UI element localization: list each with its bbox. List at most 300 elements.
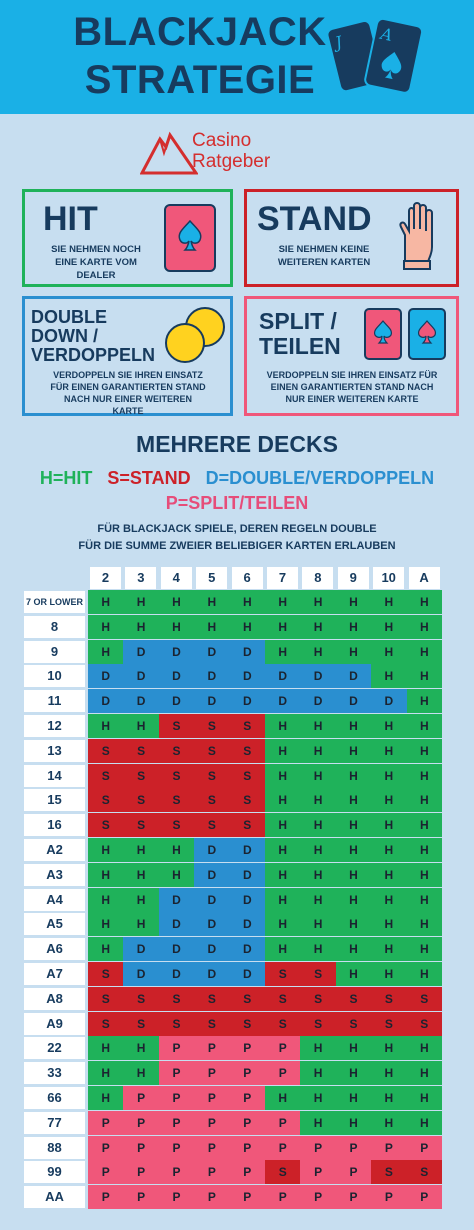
- strategy-cell: S: [407, 987, 442, 1011]
- strategy-cell: H: [159, 863, 194, 887]
- double-title-line: VERDOPPELN: [31, 345, 156, 365]
- strategy-cell: H: [336, 590, 371, 614]
- note-line: FÜR BLACKJACK SPIELE, DEREN REGELN DOUBLE: [97, 523, 377, 535]
- legend-double: D=DOUBLE/VERDOPPELN: [205, 468, 435, 488]
- hit-description: [31, 243, 161, 282]
- strategy-cell: D: [230, 912, 265, 936]
- strategy-cell: H: [300, 813, 335, 837]
- strategy-cell: H: [336, 1036, 371, 1060]
- strategy-cell: H: [265, 788, 300, 812]
- strategy-cell: D: [194, 838, 229, 862]
- strategy-cell: S: [407, 1012, 442, 1036]
- strategy-cell: P: [88, 1185, 123, 1209]
- strategy-cell: H: [265, 863, 300, 887]
- strategy-cell: S: [194, 714, 229, 738]
- dealer-card-header: 7: [267, 567, 298, 589]
- player-hand-label: 22: [24, 1037, 85, 1059]
- strategy-cell: H: [371, 863, 406, 887]
- strategy-cell: P: [194, 1036, 229, 1060]
- strategy-cell: H: [159, 590, 194, 614]
- coins-icon: [163, 305, 227, 365]
- strategy-cell: S: [230, 739, 265, 763]
- dealer-card-header: 10: [373, 567, 404, 589]
- player-hand-label: A6: [24, 938, 85, 960]
- strategy-cell: H: [407, 664, 442, 688]
- strategy-cell: H: [407, 739, 442, 763]
- double-desc-line: FÜR EINEN GARANTIERTEN STAND: [50, 382, 206, 392]
- strategy-cell: D: [194, 912, 229, 936]
- strategy-cell: D: [88, 664, 123, 688]
- strategy-cell: H: [265, 739, 300, 763]
- strategy-cell: H: [300, 1086, 335, 1110]
- hit-desc-line: SIE NEHMEN NOCH: [51, 244, 141, 255]
- split-box: [244, 296, 459, 416]
- strategy-cell: D: [230, 962, 265, 986]
- strategy-cell: P: [194, 1185, 229, 1209]
- strategy-cell: P: [230, 1036, 265, 1060]
- strategy-cell: S: [123, 739, 158, 763]
- strategy-cell: P: [88, 1160, 123, 1184]
- strategy-cell: H: [336, 739, 371, 763]
- strategy-cell: P: [265, 1036, 300, 1060]
- stand-title: STAND: [257, 200, 372, 238]
- strategy-cell: H: [300, 764, 335, 788]
- strategy-cell: H: [300, 1036, 335, 1060]
- strategy-cell: S: [159, 1012, 194, 1036]
- strategy-cell: H: [371, 912, 406, 936]
- strategy-cell: H: [371, 788, 406, 812]
- legend-hit: H=HIT: [39, 468, 93, 488]
- strategy-cell: H: [407, 937, 442, 961]
- player-hand-label: 14: [24, 765, 85, 787]
- split-title: [259, 309, 341, 359]
- dealer-card-header: 5: [196, 567, 227, 589]
- strategy-cell: D: [123, 962, 158, 986]
- strategy-cell: H: [88, 912, 123, 936]
- logo-line-1: Casino: [192, 130, 252, 151]
- player-hand-label: A5: [24, 913, 85, 935]
- strategy-cell: H: [371, 1036, 406, 1060]
- strategy-cell: P: [336, 1136, 371, 1160]
- strategy-cell: S: [300, 987, 335, 1011]
- strategy-cell: H: [407, 788, 442, 812]
- split-desc-line: NUR EINER WEITEREN KARTE: [285, 394, 419, 404]
- strategy-cell: H: [407, 813, 442, 837]
- strategy-cell: H: [371, 590, 406, 614]
- dealer-card-header: 9: [338, 567, 369, 589]
- strategy-cell: H: [88, 1061, 123, 1085]
- strategy-cell: P: [407, 1136, 442, 1160]
- strategy-cell: P: [230, 1136, 265, 1160]
- strategy-cell: D: [265, 689, 300, 713]
- strategy-cell: H: [407, 714, 442, 738]
- strategy-cell: S: [300, 1012, 335, 1036]
- strategy-cell: D: [336, 689, 371, 713]
- dealer-card-header: A: [409, 567, 440, 589]
- note-line: FÜR DIE SUMME ZWEIER BELIEBIGER KARTEN ERLAUBEN: [78, 540, 396, 552]
- strategy-cell: H: [265, 615, 300, 639]
- page-title: [60, 8, 340, 104]
- strategy-cell: D: [123, 640, 158, 664]
- strategy-cell: S: [194, 987, 229, 1011]
- header-banner: [0, 0, 474, 114]
- double-title-line: DOWN /: [31, 326, 98, 346]
- strategy-cell: D: [123, 689, 158, 713]
- strategy-cell: S: [159, 813, 194, 837]
- strategy-cell: D: [230, 863, 265, 887]
- strategy-cell: H: [88, 863, 123, 887]
- strategy-cell: H: [300, 1061, 335, 1085]
- strategy-cell: H: [194, 615, 229, 639]
- strategy-cell: P: [159, 1160, 194, 1184]
- strategy-cell: H: [336, 615, 371, 639]
- strategy-cell: P: [265, 1061, 300, 1085]
- strategy-cell: H: [300, 640, 335, 664]
- strategy-cell: S: [371, 1160, 406, 1184]
- strategy-cell: H: [88, 615, 123, 639]
- strategy-cell: D: [159, 937, 194, 961]
- strategy-cell: D: [88, 689, 123, 713]
- dealer-card-header: 4: [161, 567, 192, 589]
- strategy-cell: H: [407, 912, 442, 936]
- strategy-cell: S: [230, 987, 265, 1011]
- double-desc-line: KARTE: [112, 406, 144, 416]
- strategy-cell: H: [300, 714, 335, 738]
- strategy-cell: S: [336, 1012, 371, 1036]
- strategy-cell: D: [300, 664, 335, 688]
- strategy-cell: P: [123, 1136, 158, 1160]
- strategy-cell: H: [123, 838, 158, 862]
- strategy-cell: H: [265, 912, 300, 936]
- strategy-cell: P: [300, 1136, 335, 1160]
- strategy-cell: H: [336, 813, 371, 837]
- strategy-cell: P: [159, 1061, 194, 1085]
- strategy-cell: H: [336, 937, 371, 961]
- strategy-cell: P: [123, 1185, 158, 1209]
- strategy-cell: H: [159, 838, 194, 862]
- dealer-card-header: 8: [302, 567, 333, 589]
- strategy-cell: S: [336, 987, 371, 1011]
- strategy-cell: H: [336, 838, 371, 862]
- strategy-cell: H: [336, 788, 371, 812]
- player-hand-label: AA: [24, 1186, 85, 1208]
- hit-desc-line: EINE KARTE VOM: [55, 257, 137, 268]
- strategy-cell: S: [194, 764, 229, 788]
- strategy-cell: H: [407, 863, 442, 887]
- legend-stand: S=STAND: [107, 468, 191, 488]
- strategy-cell: S: [194, 813, 229, 837]
- strategy-cell: H: [300, 912, 335, 936]
- player-hand-label: 33: [24, 1062, 85, 1084]
- strategy-cell: S: [88, 987, 123, 1011]
- strategy-cell: H: [371, 937, 406, 961]
- strategy-cell: D: [194, 888, 229, 912]
- strategy-cell: H: [300, 937, 335, 961]
- player-hand-label: 88: [24, 1137, 85, 1159]
- strategy-cell: H: [407, 1111, 442, 1135]
- double-title-line: DOUBLE: [31, 307, 107, 327]
- strategy-cell: P: [159, 1036, 194, 1060]
- strategy-cell: S: [159, 764, 194, 788]
- strategy-cell: H: [371, 615, 406, 639]
- dealer-card-header: 2: [90, 567, 121, 589]
- split-desc-line: EINEN GARANTIERTEN STAND NACH: [270, 382, 434, 392]
- strategy-cell: H: [371, 1061, 406, 1085]
- hit-title: HIT: [43, 200, 98, 238]
- strategy-cell: S: [88, 1012, 123, 1036]
- strategy-cell: H: [123, 888, 158, 912]
- player-hand-label: 11: [24, 690, 85, 712]
- double-title: [31, 308, 155, 365]
- strategy-cell: P: [265, 1111, 300, 1135]
- strategy-cell: D: [194, 863, 229, 887]
- strategy-cell: H: [371, 838, 406, 862]
- strategy-cell: H: [371, 764, 406, 788]
- hit-desc-line: DEALER: [76, 270, 116, 281]
- strategy-cell: S: [265, 987, 300, 1011]
- strategy-cell: H: [159, 615, 194, 639]
- strategy-cell: H: [371, 1086, 406, 1110]
- strategy-cell: H: [407, 689, 442, 713]
- strategy-cell: D: [159, 962, 194, 986]
- strategy-cell: P: [336, 1185, 371, 1209]
- strategy-cell: D: [159, 640, 194, 664]
- strategy-cell: S: [159, 739, 194, 763]
- double-box: [22, 296, 233, 416]
- strategy-cell: D: [230, 838, 265, 862]
- strategy-cell: H: [336, 962, 371, 986]
- mountain-logo-icon: [140, 131, 198, 175]
- strategy-cell: S: [230, 813, 265, 837]
- strategy-cell: D: [159, 689, 194, 713]
- card-letter-a: A: [379, 23, 395, 45]
- card-letter-j: J: [333, 32, 345, 53]
- strategy-cell: P: [230, 1185, 265, 1209]
- strategy-cell: P: [371, 1185, 406, 1209]
- strategy-cell: H: [265, 640, 300, 664]
- strategy-cell: H: [336, 640, 371, 664]
- strategy-cell: S: [230, 788, 265, 812]
- strategy-cell: H: [407, 838, 442, 862]
- strategy-cell: S: [300, 962, 335, 986]
- double-desc-line: VERDOPPELN SIE IHREN EINSATZ: [53, 370, 203, 380]
- strategy-cell: H: [371, 714, 406, 738]
- strategy-cell: P: [88, 1111, 123, 1135]
- strategy-cell: H: [300, 863, 335, 887]
- strategy-cell: P: [230, 1086, 265, 1110]
- strategy-cell: S: [88, 739, 123, 763]
- strategy-cell: S: [159, 788, 194, 812]
- strategy-cell: S: [194, 739, 229, 763]
- player-hand-label: 66: [24, 1087, 85, 1109]
- strategy-cell: S: [88, 962, 123, 986]
- strategy-cell: S: [123, 987, 158, 1011]
- player-hand-label: A3: [24, 864, 85, 886]
- player-hand-label: A2: [24, 839, 85, 861]
- strategy-cell: D: [194, 640, 229, 664]
- strategy-cell: D: [230, 937, 265, 961]
- player-hand-label: A7: [24, 963, 85, 985]
- strategy-cell: P: [230, 1160, 265, 1184]
- strategy-cell: H: [194, 590, 229, 614]
- strategy-cell: H: [123, 590, 158, 614]
- strategy-cell: P: [123, 1086, 158, 1110]
- strategy-cell: S: [407, 1160, 442, 1184]
- strategy-cell: P: [265, 1136, 300, 1160]
- strategy-cell: D: [230, 689, 265, 713]
- strategy-cell: P: [300, 1185, 335, 1209]
- strategy-cell: H: [300, 739, 335, 763]
- double-description: [27, 369, 229, 417]
- strategy-cell: D: [230, 640, 265, 664]
- strategy-cell: P: [371, 1136, 406, 1160]
- strategy-cell: H: [265, 1086, 300, 1110]
- strategy-cell: S: [159, 987, 194, 1011]
- strategy-cell: P: [194, 1086, 229, 1110]
- legend-split: P=SPLIT/TEILEN: [165, 493, 309, 513]
- strategy-cell: D: [159, 912, 194, 936]
- strategy-cell: H: [265, 590, 300, 614]
- strategy-cell: P: [265, 1185, 300, 1209]
- player-hand-label: 15: [24, 789, 85, 811]
- strategy-cell: H: [123, 615, 158, 639]
- player-hand-label: 12: [24, 715, 85, 737]
- stand-desc-line: WEITEREN KARTEN: [277, 257, 371, 268]
- strategy-cell: H: [407, 962, 442, 986]
- hit-box: [22, 189, 233, 287]
- strategy-cell: D: [159, 664, 194, 688]
- strategy-cell: H: [371, 739, 406, 763]
- strategy-cell: S: [123, 764, 158, 788]
- logo-text: [192, 130, 270, 172]
- strategy-cell: D: [230, 888, 265, 912]
- strategy-cell: H: [407, 1036, 442, 1060]
- strategy-cell: H: [371, 1111, 406, 1135]
- strategy-cell: H: [371, 962, 406, 986]
- strategy-cell: H: [265, 888, 300, 912]
- strategy-cell: P: [194, 1111, 229, 1135]
- player-hand-label: A9: [24, 1013, 85, 1035]
- strategy-cell: H: [88, 888, 123, 912]
- player-hand-label: A4: [24, 889, 85, 911]
- strategy-cell: S: [123, 1012, 158, 1036]
- player-hand-label: 16: [24, 814, 85, 836]
- strategy-cell: H: [371, 888, 406, 912]
- player-hand-label: A8: [24, 988, 85, 1010]
- strategy-cell: H: [88, 590, 123, 614]
- split-title-line: TEILEN: [259, 333, 341, 359]
- strategy-cell: S: [88, 764, 123, 788]
- strategy-cell: S: [371, 987, 406, 1011]
- strategy-cell: H: [88, 640, 123, 664]
- strategy-cell: H: [123, 1061, 158, 1085]
- strategy-cell: H: [407, 1086, 442, 1110]
- strategy-cell: H: [336, 714, 371, 738]
- strategy-cell: P: [230, 1111, 265, 1135]
- title-line-2: STRATEGIE: [84, 58, 316, 102]
- strategy-cell: H: [300, 888, 335, 912]
- strategy-cell: H: [265, 714, 300, 738]
- strategy-cell: H: [336, 1111, 371, 1135]
- stand-description: [255, 243, 393, 269]
- strategy-cell: H: [371, 640, 406, 664]
- strategy-cell: S: [230, 1012, 265, 1036]
- section-title: MEHRERE DECKS: [136, 431, 338, 457]
- strategy-cell: P: [407, 1185, 442, 1209]
- strategy-cell: P: [194, 1160, 229, 1184]
- strategy-cell: P: [159, 1136, 194, 1160]
- strategy-cell: H: [336, 888, 371, 912]
- hand-stop-icon: [395, 201, 445, 271]
- split-title-line: SPLIT /: [259, 308, 337, 334]
- strategy-cell: H: [88, 838, 123, 862]
- strategy-cell: H: [265, 764, 300, 788]
- strategy-cell: D: [336, 664, 371, 688]
- title-line-1: BLACKJACK: [73, 10, 327, 54]
- strategy-cell: D: [230, 664, 265, 688]
- strategy-cell: P: [230, 1061, 265, 1085]
- strategy-cell: D: [123, 664, 158, 688]
- strategy-cell: S: [123, 788, 158, 812]
- strategy-cell: P: [194, 1061, 229, 1085]
- playing-cards-icon: [326, 14, 426, 100]
- strategy-cell: D: [300, 689, 335, 713]
- strategy-cell: S: [88, 813, 123, 837]
- strategy-cell: H: [407, 888, 442, 912]
- strategy-cell: H: [407, 640, 442, 664]
- strategy-cell: H: [123, 912, 158, 936]
- player-hand-label: 7 OR LOWER: [24, 591, 85, 613]
- strategy-cell: H: [88, 1036, 123, 1060]
- strategy-cell: H: [336, 764, 371, 788]
- strategy-cell: S: [123, 813, 158, 837]
- strategy-cell: S: [194, 1012, 229, 1036]
- stand-box: [244, 189, 459, 287]
- strategy-cell: D: [194, 664, 229, 688]
- player-hand-label: 8: [24, 616, 85, 638]
- strategy-cell: H: [230, 615, 265, 639]
- legend: [0, 468, 474, 489]
- strategy-cell: H: [407, 590, 442, 614]
- strategy-cell: P: [336, 1160, 371, 1184]
- rules-note: [40, 521, 434, 555]
- strategy-cell: H: [371, 664, 406, 688]
- strategy-cell: H: [123, 714, 158, 738]
- strategy-cell: H: [336, 912, 371, 936]
- strategy-cell: H: [88, 714, 123, 738]
- spade-card-icon: [163, 203, 217, 273]
- strategy-cell: H: [88, 937, 123, 961]
- strategy-cell: H: [265, 838, 300, 862]
- stand-desc-line: SIE NEHMEN KEINE: [278, 244, 370, 255]
- strategy-cell: H: [123, 863, 158, 887]
- strategy-cell: P: [194, 1136, 229, 1160]
- logo-line-2: Ratgeber: [192, 151, 271, 172]
- strategy-cell: H: [230, 590, 265, 614]
- dealer-card-header: 6: [232, 567, 263, 589]
- strategy-cell: H: [300, 788, 335, 812]
- strategy-cell: H: [407, 1061, 442, 1085]
- strategy-cell: H: [300, 590, 335, 614]
- strategy-cell: P: [159, 1086, 194, 1110]
- strategy-cell: S: [265, 962, 300, 986]
- player-hand-label: 13: [24, 740, 85, 762]
- strategy-cell: S: [230, 764, 265, 788]
- split-desc-line: VERDOPPELN SIE IHREN EINSATZ FÜR: [266, 370, 438, 380]
- dealer-card-header: 3: [125, 567, 156, 589]
- strategy-cell: D: [159, 888, 194, 912]
- strategy-cell: H: [265, 813, 300, 837]
